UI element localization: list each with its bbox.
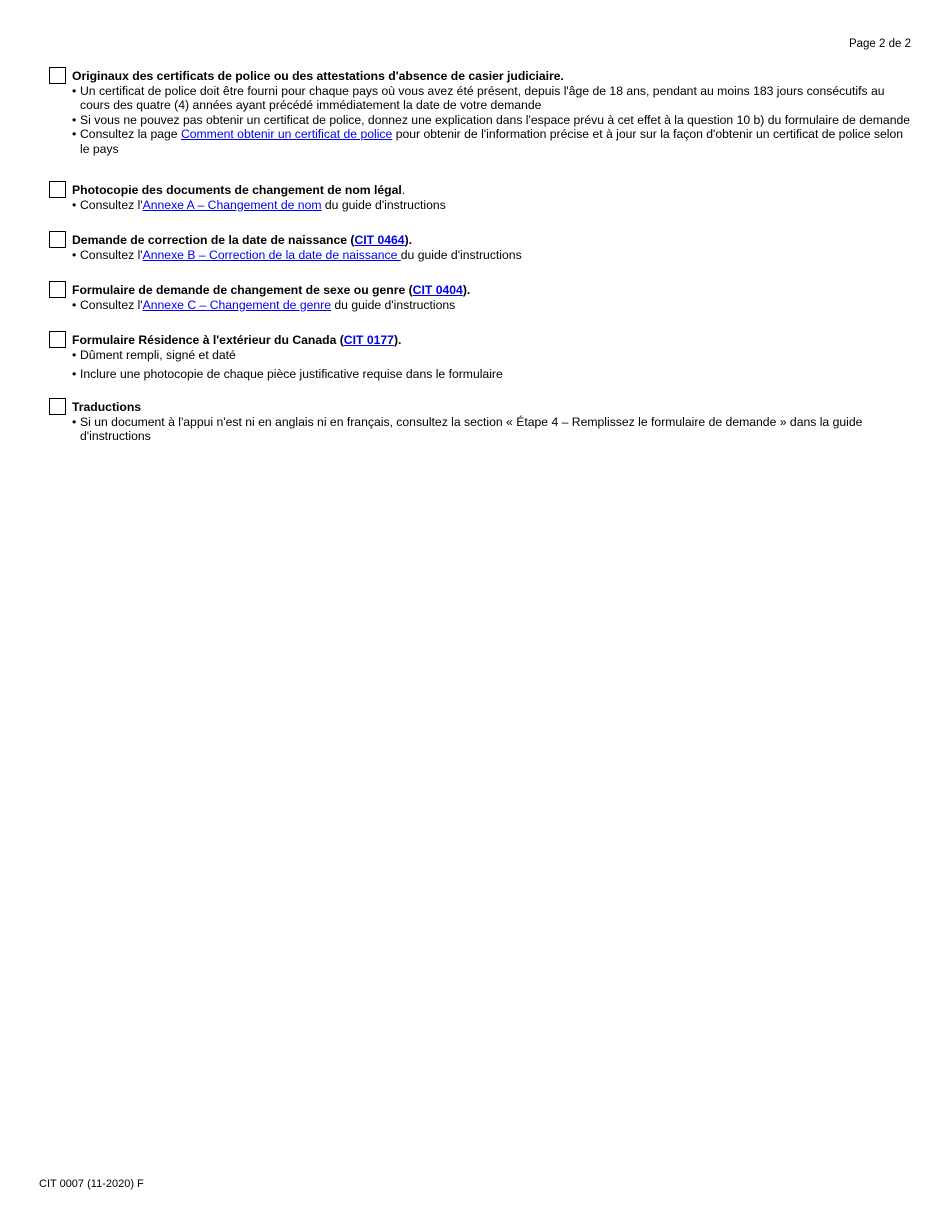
bullet-text: du guide d'instructions	[321, 197, 446, 212]
link-cit-0404[interactable]: CIT 0404	[412, 283, 463, 297]
bullet-text: Si vous ne pouvez pas obtenir un certificat de police, donnez une explication dans l'espace prévu à cet effet à la question 10 b) du formulaire de demande	[80, 112, 911, 127]
checkbox-translations[interactable]	[49, 398, 66, 415]
item-title: Demande de correction de la date de naissance (CIT 0464).	[72, 233, 413, 247]
checklist-item-gender-change	[49, 281, 911, 312]
list-item: • Inclure une photocopie de chaque pièce justificative requise dans le formulaire	[72, 367, 503, 382]
checkbox-birth-date-correction[interactable]	[49, 231, 66, 248]
checkbox-police-certificates[interactable]	[49, 67, 66, 84]
list-item: • Consultez la page Comment obtenir un certificat de police pour obtenir de l'information précise et à jour sur la façon d'obtenir un certificat de police selon le pays	[72, 127, 904, 156]
link-annex-a[interactable]: Annexe A – Changement de nom	[142, 197, 322, 212]
item-title: Originaux des certificats de police ou des attestations d'absence de casier judiciaire.	[72, 69, 564, 83]
link-cit-0177[interactable]: CIT 0177	[343, 333, 394, 347]
checkbox-gender-change[interactable]	[49, 281, 66, 298]
checklist-item-translations	[49, 398, 911, 444]
list-item: • Dûment rempli, signé et daté	[72, 347, 236, 362]
bullet-text: pour obtenir de l'information précise et à jour sur la façon d'obtenir un certificat de police selon le pays	[80, 127, 904, 156]
item-title: Formulaire Résidence à l'extérieur du Canada (CIT 0177).	[72, 333, 402, 347]
checklist-item-name-change	[49, 181, 911, 212]
list-item: • Si un document à l'appui n'est ni en anglais ni en français, consultez la section « Étape 4 – Remplissez le formulaire de demande » dans la guide d'instructions	[72, 414, 863, 444]
bullet-text: du guide d'instructions	[400, 247, 522, 262]
link-annex-b[interactable]: Annexe B – Correction de la date de naissance	[142, 247, 401, 262]
bullet-text: Consultez la page	[80, 127, 181, 142]
item-title: Photocopie des documents de changement de nom légal.	[72, 183, 406, 197]
link-police-certificate-page[interactable]: Comment obtenir un certificat de police	[180, 127, 393, 142]
list-item: • Un certificat de police doit être fourni pour chaque pays où vous avez été présent, depuis l'âge de 18 ans, pendant au moins 183 jours consécutifs au cours des quatre (4) années ayant précédé immédiatement la date de votre demande	[72, 83, 885, 113]
form-code: CIT 0007 (11-2020) F	[39, 1178, 144, 1190]
list-item: • Consultez l'Annexe A – Changement de nom du guide d'instructions	[72, 197, 446, 212]
checklist-item-police-certificates	[49, 67, 911, 157]
bullet-text: Un certificat de police doit être fourni pour chaque pays où vous avez été présent, depuis l'âge de 18 ans, pendant au moins 183 jours consécutifs au cours des quatre (4) années ayant précédé immédiatement la date de votre demande	[80, 83, 885, 113]
page-number: Page 2 de 2	[848, 38, 911, 50]
bullet-text: Consultez l'	[80, 297, 143, 312]
item-title: Formulaire de demande de changement de sexe ou genre (CIT 0404).	[72, 283, 471, 297]
checkbox-name-change[interactable]	[49, 181, 66, 198]
bullet-text: Consultez l'	[80, 197, 143, 212]
bullet-text: Si un document à l'appui n'est ni en anglais ni en français, consultez la section « Étape 4 – Remplissez le formulaire de demande » dans la guide d'instructions	[80, 414, 863, 444]
bullet-text: Consultez l'	[80, 247, 143, 262]
list-item: • Si vous ne pouvez pas obtenir un certificat de police, donnez une explication dans l'espace prévu à cet effet à la question 10 b) du formulaire de demande	[72, 112, 911, 127]
list-item: • Consultez l'Annexe C – Changement de genre du guide d'instructions	[72, 297, 456, 312]
bullet-text: du guide d'instructions	[330, 297, 456, 312]
bullet-text: Dûment rempli, signé et daté	[80, 347, 236, 362]
link-cit-0464[interactable]: CIT 0464	[354, 233, 405, 247]
checkbox-residence-outside-canada[interactable]	[49, 331, 66, 348]
item-title: Traductions	[72, 400, 142, 414]
checklist-item-residence-outside-canada	[49, 331, 911, 382]
list-item: • Consultez l'Annexe B – Correction de la date de naissance du guide d'instructions	[72, 247, 522, 262]
link-annex-c[interactable]: Annexe C – Changement de genre	[142, 297, 331, 312]
checklist-item-birth-date-correction	[49, 231, 911, 262]
bullet-text: Inclure une photocopie de chaque pièce justificative requise dans le formulaire	[80, 367, 503, 382]
